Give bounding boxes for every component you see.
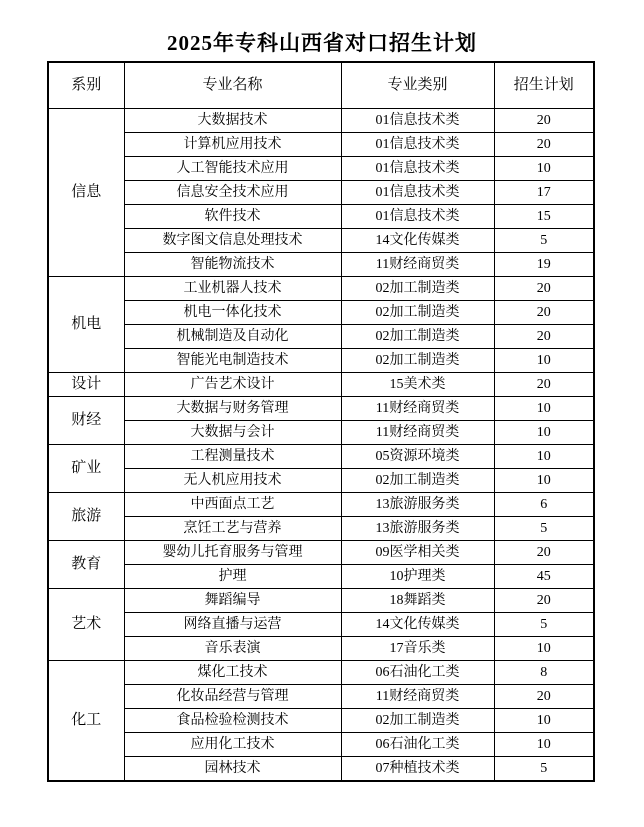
category-cell: 17音乐类 [341,637,494,661]
category-cell: 02加工制造类 [341,301,494,325]
column-header-department: 系别 [48,62,124,109]
table-row [48,301,594,325]
plan-cell: 10 [494,157,594,181]
major-cell: 机械制造及自动化 [124,325,341,349]
major-cell: 软件技术 [124,205,341,229]
header-row [48,62,594,109]
plan-cell: 10 [494,421,594,445]
major-cell: 机电一体化技术 [124,301,341,325]
plan-cell: 10 [494,709,594,733]
category-cell: 01信息技术类 [341,133,494,157]
department-cell: 矿业 [48,445,124,493]
table-row [48,541,594,565]
major-cell: 数字图文信息处理技术 [124,229,341,253]
plan-cell: 20 [494,301,594,325]
category-cell: 14文化传媒类 [341,229,494,253]
table-row [48,205,594,229]
major-cell: 中西面点工艺 [124,493,341,517]
table-row [48,109,594,133]
category-cell: 15美术类 [341,373,494,397]
major-cell: 煤化工技术 [124,661,341,685]
table-row [48,133,594,157]
major-cell: 护理 [124,565,341,589]
major-cell: 智能光电制造技术 [124,349,341,373]
table-row [48,517,594,541]
major-cell: 食品检验检测技术 [124,709,341,733]
table-row [48,613,594,637]
table-body [48,109,594,781]
plan-cell: 10 [494,445,594,469]
table-header [48,62,594,109]
table-row [48,277,594,301]
category-cell: 01信息技术类 [341,157,494,181]
major-cell: 化妆品经营与管理 [124,685,341,709]
plan-cell: 17 [494,181,594,205]
table-row [48,397,594,421]
column-header-category: 专业类别 [341,62,494,109]
table-row [48,757,594,781]
category-cell: 02加工制造类 [341,277,494,301]
table-row [48,637,594,661]
major-cell: 大数据与会计 [124,421,341,445]
category-cell: 11财经商贸类 [341,397,494,421]
category-cell: 11财经商贸类 [341,685,494,709]
table-row [48,373,594,397]
category-cell: 01信息技术类 [341,109,494,133]
major-cell: 应用化工技术 [124,733,341,757]
plan-cell: 20 [494,109,594,133]
plan-cell: 20 [494,589,594,613]
table-row [48,157,594,181]
department-cell: 机电 [48,277,124,373]
plan-cell: 19 [494,253,594,277]
table-row [48,685,594,709]
major-cell: 舞蹈编导 [124,589,341,613]
plan-cell: 45 [494,565,594,589]
plan-cell: 10 [494,469,594,493]
plan-cell: 20 [494,325,594,349]
column-header-plan: 招生计划 [494,62,594,109]
plan-cell: 10 [494,349,594,373]
plan-cell: 10 [494,733,594,757]
plan-cell: 10 [494,637,594,661]
plan-cell: 20 [494,685,594,709]
plan-cell: 5 [494,517,594,541]
table-row [48,253,594,277]
plan-cell: 8 [494,661,594,685]
department-cell: 信息 [48,109,124,277]
table-row [48,733,594,757]
plan-cell: 6 [494,493,594,517]
category-cell: 02加工制造类 [341,349,494,373]
major-cell: 无人机应用技术 [124,469,341,493]
category-cell: 01信息技术类 [341,181,494,205]
major-cell: 信息安全技术应用 [124,181,341,205]
plan-cell: 20 [494,133,594,157]
major-cell: 婴幼儿托育服务与管理 [124,541,341,565]
department-cell: 教育 [48,541,124,589]
table-row [48,709,594,733]
table-row [48,421,594,445]
category-cell: 05资源环境类 [341,445,494,469]
plan-cell: 20 [494,541,594,565]
major-cell: 网络直播与运营 [124,613,341,637]
table-row [48,325,594,349]
department-cell: 设计 [48,373,124,397]
major-cell: 智能物流技术 [124,253,341,277]
category-cell: 06石油化工类 [341,733,494,757]
plan-cell: 5 [494,613,594,637]
category-cell: 06石油化工类 [341,661,494,685]
category-cell: 11财经商贸类 [341,253,494,277]
enrollment-table [47,61,595,782]
table-row [48,445,594,469]
category-cell: 10护理类 [341,565,494,589]
category-cell: 14文化传媒类 [341,613,494,637]
table-row [48,565,594,589]
table-row [48,589,594,613]
major-cell: 园林技术 [124,757,341,781]
category-cell: 09医学相关类 [341,541,494,565]
category-cell: 11财经商贸类 [341,421,494,445]
category-cell: 02加工制造类 [341,325,494,349]
plan-cell: 20 [494,277,594,301]
plan-cell: 5 [494,229,594,253]
category-cell: 13旅游服务类 [341,493,494,517]
major-cell: 广告艺术设计 [124,373,341,397]
category-cell: 07种植技术类 [341,757,494,781]
category-cell: 13旅游服务类 [341,517,494,541]
major-cell: 大数据技术 [124,109,341,133]
table-row [48,229,594,253]
category-cell: 02加工制造类 [341,469,494,493]
page-title: 2025年专科山西省对口招生计划 [167,31,477,55]
major-cell: 计算机应用技术 [124,133,341,157]
major-cell: 大数据与财务管理 [124,397,341,421]
department-cell: 化工 [48,661,124,781]
table-row [48,493,594,517]
table-row [48,349,594,373]
major-cell: 音乐表演 [124,637,341,661]
table-row [48,661,594,685]
major-cell: 工业机器人技术 [124,277,341,301]
department-cell: 艺术 [48,589,124,661]
major-cell: 工程测量技术 [124,445,341,469]
department-cell: 财经 [48,397,124,445]
plan-cell: 5 [494,757,594,781]
plan-cell: 10 [494,397,594,421]
plan-cell: 15 [494,205,594,229]
column-header-major: 专业名称 [124,62,341,109]
table-row [48,181,594,205]
plan-cell: 20 [494,373,594,397]
category-cell: 18舞蹈类 [341,589,494,613]
department-cell: 旅游 [48,493,124,541]
major-cell: 烹饪工艺与营养 [124,517,341,541]
category-cell: 02加工制造类 [341,709,494,733]
major-cell: 人工智能技术应用 [124,157,341,181]
category-cell: 01信息技术类 [341,205,494,229]
table-row [48,469,594,493]
